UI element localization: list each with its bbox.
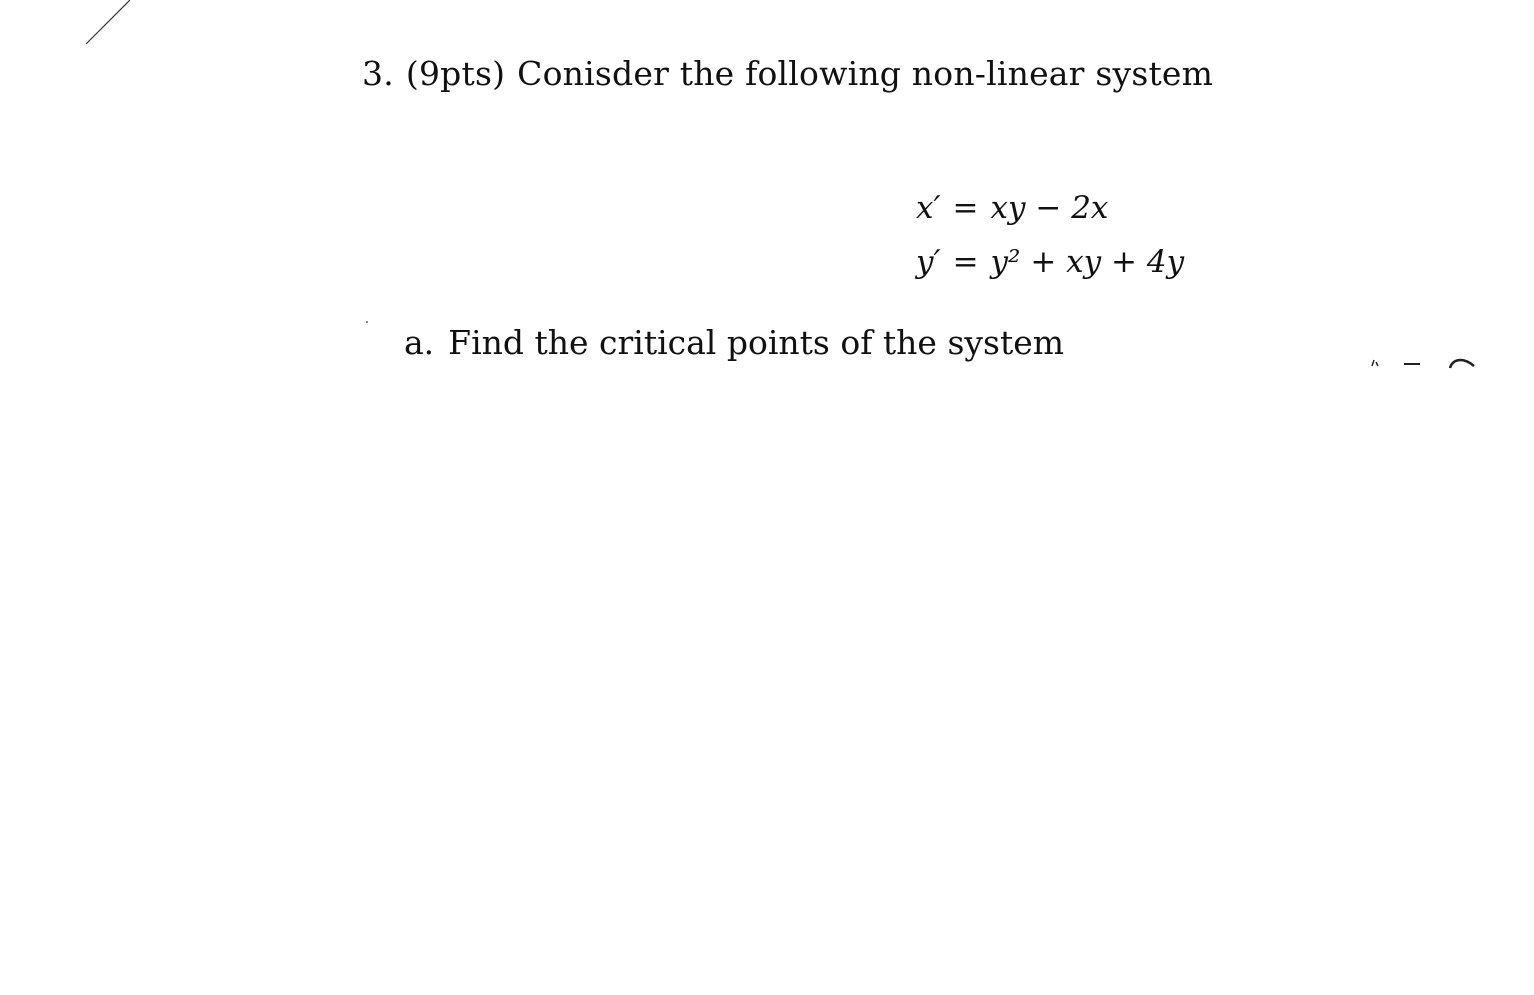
equals-sign: = bbox=[952, 190, 979, 226]
part-a-text: Find the critical points of the system bbox=[448, 323, 1065, 362]
equation-line-x bbox=[916, 190, 1184, 244]
problem-heading bbox=[362, 54, 1213, 93]
equals-sign: = bbox=[952, 244, 979, 280]
problem-number: 3. bbox=[362, 54, 394, 93]
equation-line-y bbox=[916, 244, 1184, 298]
stray-dot bbox=[366, 321, 368, 323]
equation-lhs: x′ bbox=[916, 190, 941, 226]
part-a-question bbox=[404, 323, 1064, 362]
equation-rhs: y² + xy + 4y bbox=[990, 244, 1185, 280]
part-a-label: a. bbox=[404, 323, 435, 362]
problem-statement: Conisder the following non-linear system bbox=[517, 54, 1214, 93]
margin-scribble bbox=[1362, 350, 1482, 370]
equation-system bbox=[916, 190, 1184, 298]
problem-points: (9pts) bbox=[405, 54, 506, 93]
equation-lhs: y′ bbox=[916, 244, 941, 280]
pen-stroke-mark bbox=[0, 0, 140, 50]
equation-rhs: xy − 2x bbox=[990, 190, 1109, 226]
